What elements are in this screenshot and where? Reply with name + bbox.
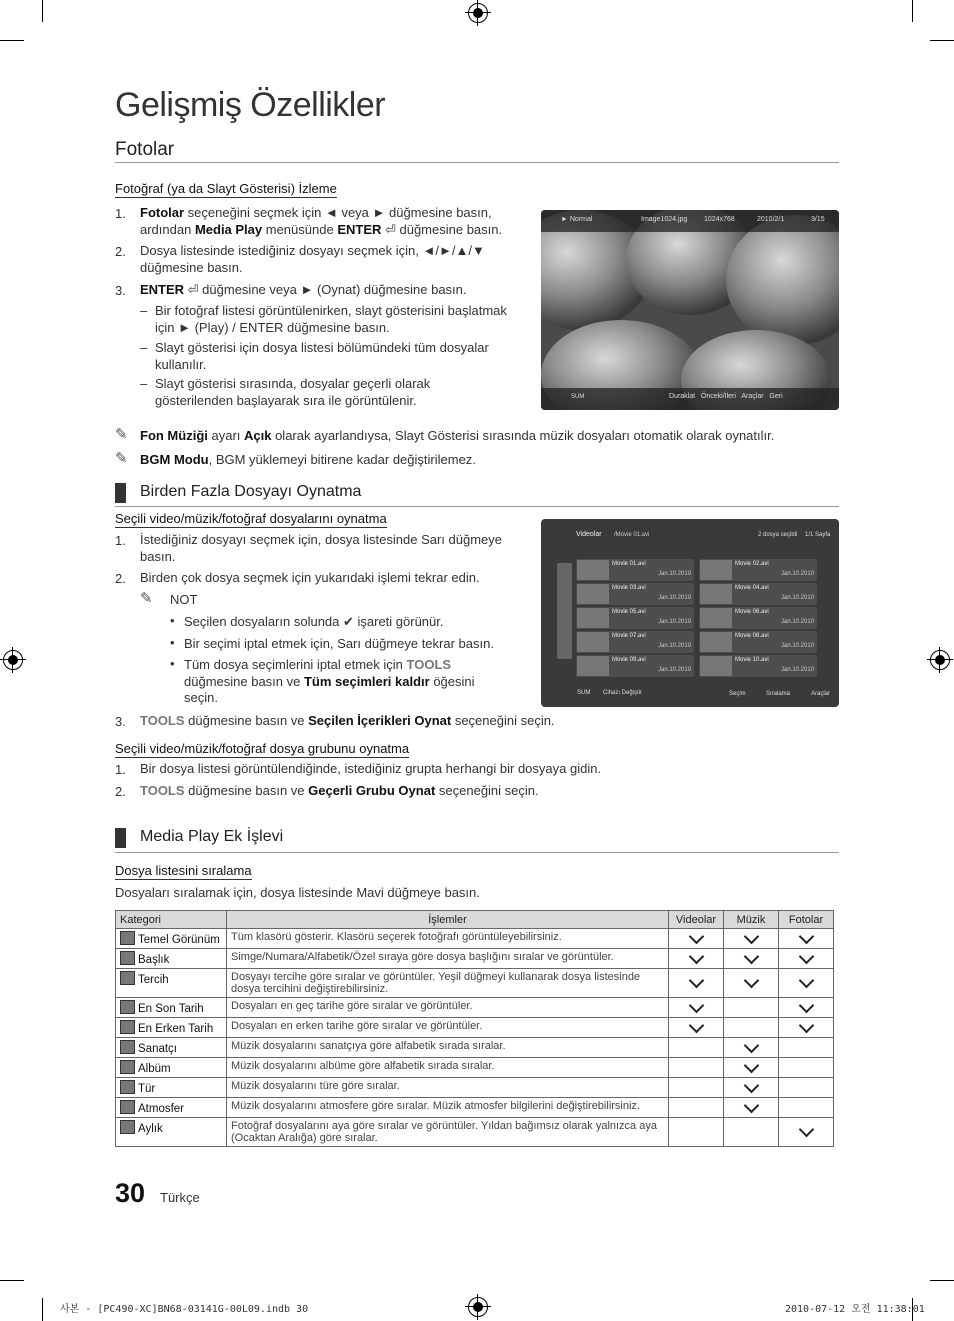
crop-mark: [42, 1298, 43, 1321]
check-cell: [724, 1018, 779, 1038]
note-text: Fon Müziği ayarı Açık olarak ayarlandıysa, Slayt Gösterisi sırasında müzik dosyaları otomatik olarak oynatılır.: [140, 428, 775, 443]
pause-button: Duraklat: [669, 393, 696, 400]
sort-button: Sıralama: [766, 691, 791, 697]
step-number: 2.: [115, 244, 126, 259]
check-cell: [669, 1098, 724, 1118]
check-cell: [669, 929, 724, 949]
file-thumbnail: [700, 584, 732, 604]
check-cell: [779, 969, 834, 998]
step-text: ENTER ⏎ düğmesine veya ► (Oynat) düğmesine basın.: [140, 282, 467, 297]
file-thumbnail: [577, 656, 609, 676]
category-label: En Son Tarih: [138, 1003, 204, 1015]
file-item: [576, 559, 694, 581]
apples-photo: [541, 210, 839, 410]
path-label: /Movie 01.avi: [614, 532, 650, 538]
check-icon: [688, 973, 704, 989]
step-text: Birden çok dosya seçmek için yukarıdaki işlemi tekrar edin.: [140, 570, 480, 585]
category-label: Tür: [138, 1083, 156, 1095]
category-label: Tercih: [138, 974, 169, 986]
file-date: Jan.10.2010: [781, 667, 815, 673]
description-cell: Dosyaları en geç tarihe göre sıralar ve görüntüler.: [227, 998, 669, 1018]
file-name: Movie 06.avi: [735, 609, 769, 615]
category-label: Atmosfer: [138, 1103, 185, 1115]
check-icon: [743, 973, 759, 989]
file-thumbnail: [577, 584, 609, 604]
registration-mark-icon: [468, 3, 488, 23]
section-title: Fotolar: [115, 139, 175, 160]
check-cell: [669, 949, 724, 969]
file-date: Jan.10.2010: [781, 643, 815, 649]
description-cell: Müzik dosyalarını atmosfere göre sıralar. Müzik atmosfer bilgilerini değiştirebilirsiniz.: [227, 1098, 669, 1118]
file-item: [699, 583, 817, 605]
category-icon: [120, 1080, 135, 1094]
print-timestamp: 2010-07-12 오전 11:38:01: [785, 1304, 925, 1315]
check-icon: [798, 973, 814, 989]
check-cell: [724, 1038, 779, 1058]
file-thumbnail: [577, 608, 609, 628]
sort-table: [115, 910, 834, 1147]
check-icon: [743, 1077, 759, 1093]
crop-mark: [0, 1280, 24, 1281]
check-cell: [724, 949, 779, 969]
print-file-info: 사본 - [PC490-XC]BN68-03141G-00L09.indb 30: [60, 1304, 309, 1315]
category-label: Sanatçı: [138, 1043, 177, 1055]
check-cell: [779, 949, 834, 969]
intro-text: Dosyaları sıralamak için, dosya listesinde Mavi düğmeye basın.: [115, 885, 480, 900]
note-pencil-icon: ✎: [115, 426, 128, 443]
device-label: SUM: [577, 690, 591, 696]
check-icon: [743, 1037, 759, 1053]
check-cell: [724, 969, 779, 998]
file-name: Movie 03.avi: [612, 585, 646, 591]
category-icon: [120, 1020, 135, 1034]
description-cell: Müzik dosyalarını türe göre sıralar.: [227, 1078, 669, 1098]
file-thumbnail: [700, 608, 732, 628]
check-cell: [669, 1018, 724, 1038]
date: 2010/2/1: [757, 216, 785, 223]
tools-button: Araçlar: [741, 393, 764, 400]
check-icon: [798, 1122, 814, 1138]
category-cell: [116, 998, 227, 1018]
registration-mark-icon: [3, 650, 23, 670]
photo-viewer-screenshot: ► Normal Image1024.jpg 1024x768 2010/2/1 3/15 SUM Duraklat Önceki/İleri Araçlar Geri: [541, 210, 839, 410]
file-date: Jan.10.2010: [658, 595, 692, 601]
check-cell: [724, 929, 779, 949]
subheading-multi: Seçili video/müzik/fotoğraf dosyalarını oynatma: [115, 511, 387, 526]
check-icon: [798, 948, 814, 964]
category-cell: [116, 1078, 227, 1098]
file-name: Image1024.jpg: [641, 216, 688, 223]
col-header: Kategori: [116, 911, 227, 929]
crop-mark: [912, 0, 913, 22]
table-row: [116, 1058, 834, 1078]
category-cell: [116, 1038, 227, 1058]
category-icon: [120, 971, 135, 985]
bullet-text: Bir seçimi iptal etmek için, Sarı düğmeye tekrar basın.: [184, 636, 494, 651]
table-row: [116, 929, 834, 949]
category-sidebar: [557, 563, 572, 659]
file-date: Jan.10.2010: [658, 619, 692, 625]
counter: 3/15: [811, 216, 825, 223]
description-cell: Müzik dosyalarını sanatçıya göre alfabetik sırada sıralar.: [227, 1038, 669, 1058]
category-cell: [116, 1098, 227, 1118]
note-text: BGM Modu, BGM yüklemeyi bitirene kadar değiştirilemez.: [140, 452, 476, 467]
heading-bar: [115, 828, 126, 848]
check-cell: [669, 998, 724, 1018]
check-cell: [779, 1018, 834, 1038]
section-divider: [115, 162, 839, 163]
col-header: Müzik: [724, 911, 779, 929]
category-label: Albüm: [138, 1063, 171, 1075]
crop-mark: [42, 0, 43, 22]
check-cell: [779, 1118, 834, 1147]
heading-divider: [115, 852, 839, 853]
heading-extra: Media Play Ek İşlevi: [140, 828, 284, 845]
file-item: [576, 655, 694, 677]
check-icon: [743, 948, 759, 964]
file-item: [576, 583, 694, 605]
description-cell: Simge/Numara/Alfabetik/Özel sıraya göre dosya başlığını sıralar ve görüntüler.: [227, 949, 669, 969]
selected-count: 2 dosya seçildi: [758, 532, 798, 538]
category-cell: [116, 929, 227, 949]
col-header: İşlemler: [227, 911, 669, 929]
page-title: Gelişmiş Özellikler: [115, 86, 386, 124]
category-label: Aylık: [138, 1123, 163, 1135]
category-icon: [120, 951, 135, 965]
table-row: [116, 1078, 834, 1098]
check-cell: [779, 1038, 834, 1058]
change-device-button: Cihazı Değiştir: [603, 690, 643, 696]
file-name: Movie 02.avi: [735, 561, 769, 567]
check-cell: [779, 929, 834, 949]
tools-button: Araçlar: [811, 691, 831, 697]
check-icon: [688, 997, 704, 1013]
file-date: Jan.10.2010: [658, 667, 692, 673]
file-name: Movie 08.avi: [735, 633, 769, 639]
check-cell: [724, 1078, 779, 1098]
file-item: [576, 631, 694, 653]
table-row: [116, 998, 834, 1018]
prev-next-button: Önceki/İleri: [700, 393, 736, 400]
step-text: Dosya listesinde istediğiniz dosyayı seçmek için, ◄/►/▲/▼ düğmesine basın.: [140, 243, 485, 275]
step-text: TOOLS düğmesine basın ve Seçilen İçerikleri Oynat seçeneğini seçin.: [140, 713, 555, 728]
file-date: Jan.10.2010: [781, 619, 815, 625]
note-label: NOT: [170, 592, 198, 607]
category-icon: [120, 1060, 135, 1074]
file-thumbnail: [577, 560, 609, 580]
category-icon: [120, 1100, 135, 1114]
category-cell: [116, 1018, 227, 1038]
file-name: Movie 09.avi: [612, 657, 646, 663]
table-header-row: [116, 911, 834, 929]
table-row: [116, 1038, 834, 1058]
step-text: TOOLS düğmesine basın ve Geçerli Grubu Oynat seçeneğini seçin.: [140, 783, 539, 798]
bullet-text: Seçilen dosyaların solunda ✔ işareti görünür.: [184, 614, 444, 629]
category-label: En Erken Tarih: [138, 1023, 214, 1035]
heading-divider: [115, 506, 839, 507]
crop-mark: [0, 40, 24, 41]
file-thumbnail: [577, 632, 609, 652]
crop-mark: [930, 40, 954, 41]
check-cell: [669, 1078, 724, 1098]
category-icon: [120, 1000, 135, 1014]
category-cell: [116, 1058, 227, 1078]
check-cell: [779, 1098, 834, 1118]
description-cell: Tüm klasörü gösterir. Klasörü seçerek fotoğrafı görüntüleyebilirsiniz.: [227, 929, 669, 949]
file-item: [699, 655, 817, 677]
col-header: Fotolar: [779, 911, 834, 929]
file-thumbnail: [700, 560, 732, 580]
check-cell: [724, 1098, 779, 1118]
file-date: Jan.10.2010: [658, 571, 692, 577]
table-row: [116, 969, 834, 998]
subheading-group: Seçili video/müzik/fotoğraf dosya grubunu oynatma: [115, 741, 410, 756]
device-label: SUM: [571, 394, 585, 400]
check-icon: [798, 997, 814, 1013]
description-cell: Fotoğraf dosyalarını aya göre sıralar ve görüntüler. Yıldan bağımsız olarak yalnızca aya (Ocaktan Aralığa) göre sıralar.: [227, 1118, 669, 1147]
heading-bar: [115, 483, 126, 503]
dash-note: Slayt gösterisi için dosya listesi bölümündeki tüm dosyalar kullanılır.: [155, 340, 489, 372]
check-icon: [743, 1057, 759, 1073]
description-cell: Dosyayı tercihe göre sıralar ve görüntüler. Yeşil düğmeyi kullanarak dosya listesinde dosya tercihini değiştirebilirsiniz.: [227, 969, 669, 998]
category-cell: [116, 969, 227, 998]
note-pencil-icon: ✎: [115, 450, 128, 467]
table-row: [116, 1098, 834, 1118]
check-cell: [724, 1058, 779, 1078]
file-date: Jan.10.2010: [781, 595, 815, 601]
check-icon: [688, 1017, 704, 1033]
check-icon: [798, 1017, 814, 1033]
check-cell: [779, 1078, 834, 1098]
file-item: [576, 607, 694, 629]
check-cell: [779, 998, 834, 1018]
step-text: İstediğiniz dosyayı seçmek için, dosya listesinde Sarı düğmeye basın.: [140, 532, 503, 564]
page-number: 30: [115, 1178, 146, 1208]
dash-note: Slayt gösterisi sırasında, dosyalar geçerli olarak gösterilenden başlayarak sıra ile görüntülenir.: [155, 376, 431, 408]
check-cell: [669, 1038, 724, 1058]
category-icon: [120, 1120, 135, 1134]
step-text: Fotolar seçeneğini seçmek için ◄ veya ► düğmesine basın, ardından Media Play menüsünde ENTER ⏎ düğmesine basın.: [140, 205, 503, 237]
description-cell: Dosyaları en erken tarihe göre sıralar ve görüntüler.: [227, 1018, 669, 1038]
back-button: Geri: [769, 393, 783, 400]
file-thumbnail: [700, 632, 732, 652]
check-icon: [743, 928, 759, 944]
description-cell: Müzik dosyalarını albüme göre alfabetik sırada sıralar.: [227, 1058, 669, 1078]
category-cell: [116, 949, 227, 969]
check-cell: [669, 969, 724, 998]
category-icon: [120, 1040, 135, 1054]
file-name: Movie 04.avi: [735, 585, 769, 591]
check-cell: [669, 1118, 724, 1147]
view-mode: Normal: [569, 216, 593, 223]
file-name: Movie 10.avi: [735, 657, 769, 663]
check-icon: [743, 1097, 759, 1113]
check-cell: [779, 1058, 834, 1078]
dash-note: Bir fotoğraf listesi görüntülenirken, slayt gösterisini başlatmak için ► (Play) / ENTER düğmesine basın.: [155, 303, 507, 335]
category-label: Temel Görünüm: [138, 934, 220, 946]
crop-mark: [930, 1280, 954, 1281]
file-item: [699, 631, 817, 653]
file-list-screenshot: [541, 519, 839, 707]
subheading-sort: Dosya listesini sıralama: [115, 863, 252, 878]
select-button: Seçim: [729, 691, 746, 697]
resolution: 1024x768: [704, 216, 735, 223]
col-header: Videolar: [669, 911, 724, 929]
file-name: Movie 01.avi: [612, 561, 646, 567]
category-label: Başlık: [138, 954, 170, 966]
check-cell: [669, 1058, 724, 1078]
file-grid: [576, 559, 821, 679]
check-icon: [688, 928, 704, 944]
step-number: 3.: [115, 283, 126, 298]
registration-mark-icon: [930, 650, 950, 670]
heading-multi-play: Birden Fazla Dosyayı Oynatma: [140, 483, 362, 500]
check-cell: [724, 1118, 779, 1147]
subheading-photo: Fotoğraf (ya da Slayt Gösterisi) İzleme: [115, 181, 337, 196]
category-cell: [116, 1118, 227, 1147]
note-pencil-icon: ✎: [140, 590, 153, 607]
file-name: Movie 05.avi: [612, 609, 646, 615]
file-item: [699, 559, 817, 581]
page-indicator: 1/1 Sayfa: [805, 532, 831, 538]
file-thumbnail: [700, 656, 732, 676]
category-icon: [120, 931, 135, 945]
check-icon: [798, 928, 814, 944]
file-date: Jan.10.2010: [658, 643, 692, 649]
file-name: Movie 07.avi: [612, 633, 646, 639]
step-text: Bir dosya listesi görüntülendiğinde, istediğiniz grupta herhangi bir dosyaya gidin.: [140, 761, 602, 776]
check-cell: [724, 998, 779, 1018]
file-item: [699, 607, 817, 629]
category-label: Videolar: [576, 531, 602, 538]
step-number: 1.: [115, 206, 126, 221]
table-row: [116, 1018, 834, 1038]
check-icon: [688, 948, 704, 964]
table-row: [116, 949, 834, 969]
language-label: Türkçe: [160, 1190, 200, 1205]
table-row: [116, 1118, 834, 1147]
registration-mark-icon: [468, 1297, 488, 1317]
bullet-text: Tüm dosya seçimlerini iptal etmek için TOOLS düğmesine basın ve Tüm seçimleri kaldır öğesini seçin.: [184, 657, 475, 705]
file-date: Jan.10.2010: [781, 571, 815, 577]
